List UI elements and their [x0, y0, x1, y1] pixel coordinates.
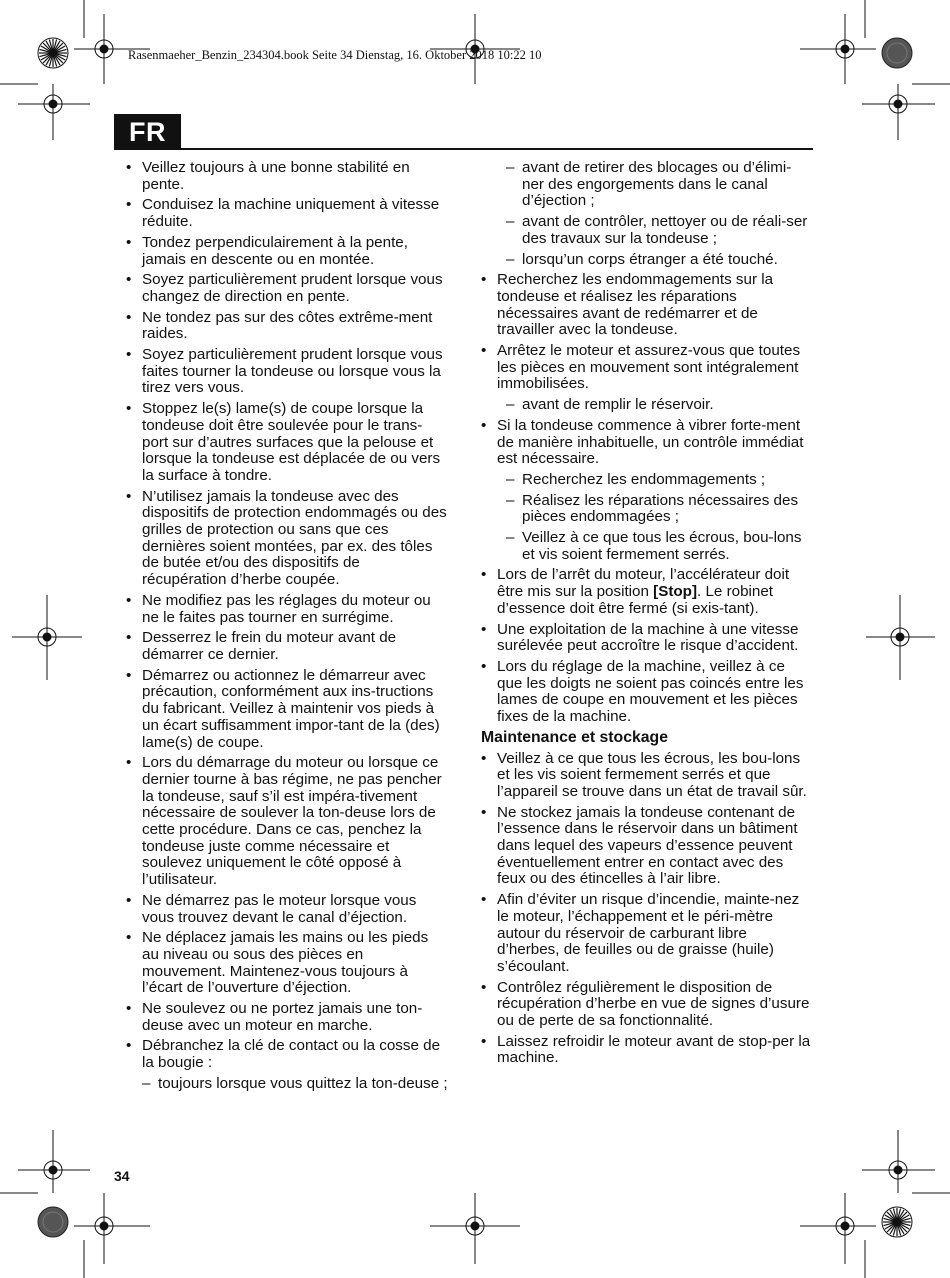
list-item: • Ne modifiez pas les réglages du moteur ou ne le faites pas tourner en surrégime. [126, 593, 448, 626]
list-item [481, 567, 813, 617]
list-item: • Laissez refroidir le moteur avant de stop-per la machine. [481, 1034, 813, 1067]
star-target-top-left [38, 38, 68, 68]
sub-list-item: – Recherchez les endommagements ; [481, 472, 813, 489]
sub-list-item: – Veillez à ce que tous les écrous, bou-lons et vis soient fermement serrés. [481, 530, 813, 563]
list-item: • Lors du démarrage du moteur ou lorsque ce dernier tourne à bas régime, ne pas pencher la tondeuse, sauf s’il est impéra-tivement nécessaire de soulever la ton-deuse lors de cette procédure. Dans ce cas, penchez la tondeuse juste comme nécessaire et soulevez uniquement le côté opposé à l’utilisateur. [126, 755, 448, 889]
right-column [481, 160, 813, 1071]
list-item: • Veillez toujours à une bonne stabilité en pente. [126, 160, 448, 193]
list-item: • Ne soulevez ou ne portez jamais une ton-deuse avec un moteur en marche. [126, 1001, 448, 1034]
crosshair-target-right-middle [866, 595, 935, 680]
left-column [126, 160, 448, 1097]
crosshair-target-right-upper [862, 84, 935, 140]
crosshair-target-bottom-center [430, 1193, 520, 1264]
running-header: Rasenmaeher_Benzin_234304.book Seite 34 Dienstag, 16. Oktober 2018 10:22 10 [128, 48, 542, 62]
header-rule [181, 148, 813, 150]
sub-list-item: – avant de retirer des blocages ou d’élimi-ner des engorgements dans le canal d’éjection ; [481, 160, 813, 210]
list-item: • Soyez particulièrement prudent lorsque vous changez de direction en pente. [126, 272, 448, 305]
list-item: • Ne stockez jamais la tondeuse contenant de l’essence dans le réservoir dans un bâtiment dans lequel des vapeurs d’essence peuvent éventuellement entrer en contact avec des feux ou des étincelles à l’air libre. [481, 805, 813, 889]
language-label: FR [114, 114, 181, 150]
list-item: • Recherchez les endommagements sur la tondeuse et réalisez les réparations nécessaires avant de redémarrer et de travailler avec la tondeuse. [481, 272, 813, 339]
crosshair-target-bottom-left [74, 1193, 150, 1264]
list-item: • Une exploitation de la machine à une vitesse surélevée peut accroître le risque d’accident. [481, 622, 813, 655]
list-item: • Démarrez ou actionnez le démarreur avec précaution, conformément aux ins-tructions du fabricant. Veillez à maintenir vos pieds à un écart suffisamment impor-tant de la (des) lame(s) de coupe. [126, 668, 448, 752]
sub-list-item: – avant de contrôler, nettoyer ou de réali-ser des travaux sur la tondeuse ; [481, 214, 813, 247]
sub-list-item: – Réalisez les réparations nécessaires des pièces endommagées ; [481, 493, 813, 526]
list-item: • Soyez particulièrement prudent lorsque vous faites tourner la tondeuse ou lorsque vous la tirez vers vous. [126, 347, 448, 397]
list-item: • Arrêtez le moteur et assurez-vous que toutes les pièces en mouvement sont intégralement immobilisées. [481, 343, 813, 393]
sub-list-item: – lorsqu’un corps étranger a été touché. [481, 252, 813, 269]
star-target-bottom-right [882, 1207, 912, 1237]
list-item: • Stoppez le(s) lame(s) de coupe lorsque la tondeuse doit être soulevée pour le trans-port sur d’autres surfaces que la pelouse et lorsque la tondeuse est déplacée de ou vers la surface à tondre. [126, 401, 448, 485]
right-list-after-stop [481, 622, 813, 726]
list-item: • Veillez à ce que tous les écrous, les bou-lons et les vis soient fermement serrés et que l’appareil se trouve dans un état de travail sûr. [481, 751, 813, 801]
sub-list-item: – avant de remplir le réservoir. [481, 397, 813, 414]
stop-item-text-end: . Le robinet d’essence doit être fermé (si exis-tant). [497, 583, 774, 617]
list-item: • Ne démarrez pas le moteur lorsque vous vous trouvez devant le canal d’éjection. [126, 893, 448, 926]
list-item: • Desserrez le frein du moteur avant de démarrer ce dernier. [126, 630, 448, 663]
list-item: • Ne tondez pas sur des côtes extrême-ment raides. [126, 310, 448, 343]
list-item: • Si la tondeuse commence à vibrer forte-ment de manière inhabituelle, un contrôle immédiat est nécessaire. [481, 418, 813, 468]
maintenance-list [481, 751, 813, 1068]
list-item: • Lors du réglage de la machine, veillez à ce que les doigts ne soient pas coincés entre les lames de coupe en mouvement et les pièces fixes de la machine. [481, 659, 813, 726]
stop-item-text: Lors de l’arrêt du moteur, l’accélérateur doit être mis sur la position [497, 566, 790, 601]
list-item: • Conduisez la machine uniquement à vitesse réduite. [126, 197, 448, 230]
page-number: 34 [114, 1168, 130, 1184]
gray-disc-bottom-left [38, 1207, 68, 1237]
sub-list-item: – toujours lorsque vous quittez la ton-deuse ; [126, 1076, 448, 1093]
list-item: • Tondez perpendiculairement à la pente, jamais en descente ou en montée. [126, 235, 448, 268]
crosshair-target-left-lower [18, 1130, 90, 1193]
list-item: • Débranchez la clé de contact ou la cosse de la bougie : [126, 1038, 448, 1071]
section-title: Maintenance et stockage [481, 728, 668, 746]
left-list [126, 160, 448, 1093]
list-item: • N’utilisez jamais la tondeuse avec des dispositifs de protection endommagés ou des grilles de protection ou sans que ces dernières soient montées, par ex. des tôles de butée et/ou des dispositifs de récupération d’herbe coupée. [126, 489, 448, 589]
stop-keyword: [Stop] [653, 583, 698, 601]
list-item: • Contrôlez régulièrement le disposition de récupération d’herbe en vue de signes d’usure ou de perte de sa fonctionnalité. [481, 980, 813, 1030]
crosshair-target-right-lower [862, 1130, 935, 1193]
crosshair-target-left-upper [18, 84, 90, 140]
right-list-top [481, 160, 813, 563]
list-item: • Ne déplacez jamais les mains ou les pieds au niveau ou sous des pièces en mouvement. Maintenez-vous toujours à l’écart de l’ouverture d’éjection. [126, 930, 448, 997]
list-item: • Afin d’éviter un risque d’incendie, mainte-nez le moteur, l’échappement et le péri-mètre autour du réservoir de carburant libre d’herbes, de feuilles ou de graisse (huile) s’écoulant. [481, 892, 813, 976]
crosshair-target-left-middle [12, 595, 82, 680]
gray-disc-top-right [882, 38, 912, 68]
